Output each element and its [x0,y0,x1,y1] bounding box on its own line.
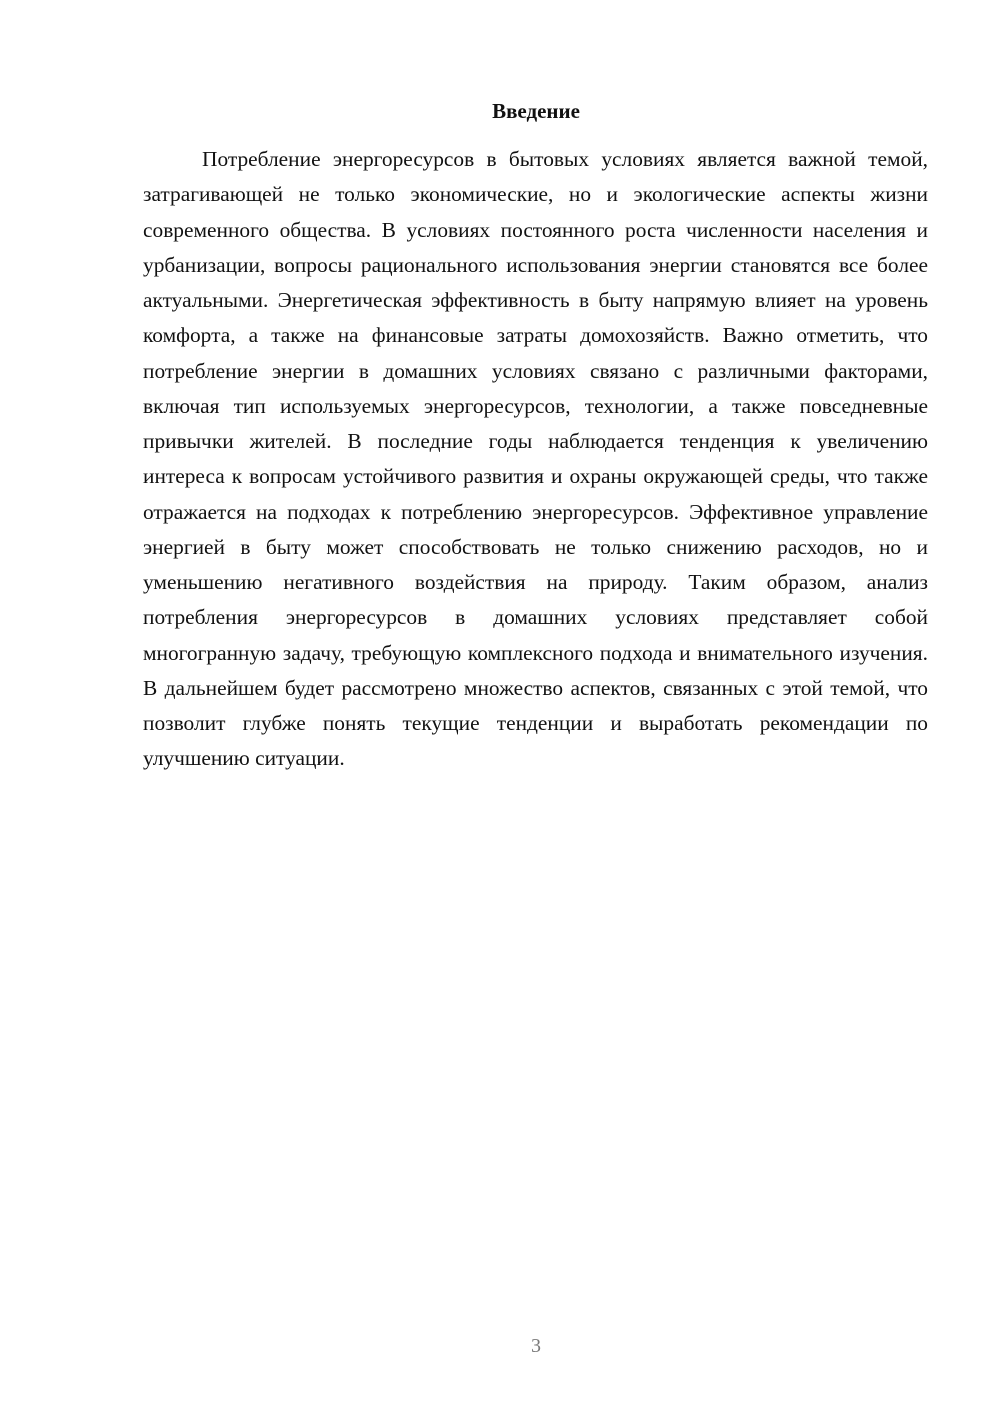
section-heading: Введение [492,99,580,123]
body-paragraph: Потребление энергоресурсов в бытовых условиях является важной темой, затрагивающей не только экономические, но и экологические аспекты жизни современного общества. В условиях постоянного роста численности населения и урбанизации, вопросы рационального использования энергии становятся все более актуальными. Энергетическая эффективность в быту напрямую влияет на уровень комфорта, а также на финансовые затраты домохозяйств. Важно отметить, что потребление энергии в домашних условиях связано с различными факторами, включая тип используемых энергоресурсов, технологии, а также повседневные привычки жителей. В последние годы наблюдается тенденция к увеличению интереса к вопросам устойчивого развития и охраны окружающей среды, что также отражается на подходах к потреблению энергоресурсов. Эффективное управление энергией в быту может способствовать не только снижению расходов, но и уменьшению негативного воздействия на природу. Таким образом, анализ потребления энергоресурсов в домашних условиях представляет собой многогранную задачу, требующую комплексного подхода и внимательного изучения. В дальнейшем будет рассмотрено множество аспектов, связанных с этой темой, что позволит глубже понять текущие тенденции и выработать рекомендации по улучшению ситуации. [143,147,928,771]
page-number: 3 [531,1335,541,1357]
